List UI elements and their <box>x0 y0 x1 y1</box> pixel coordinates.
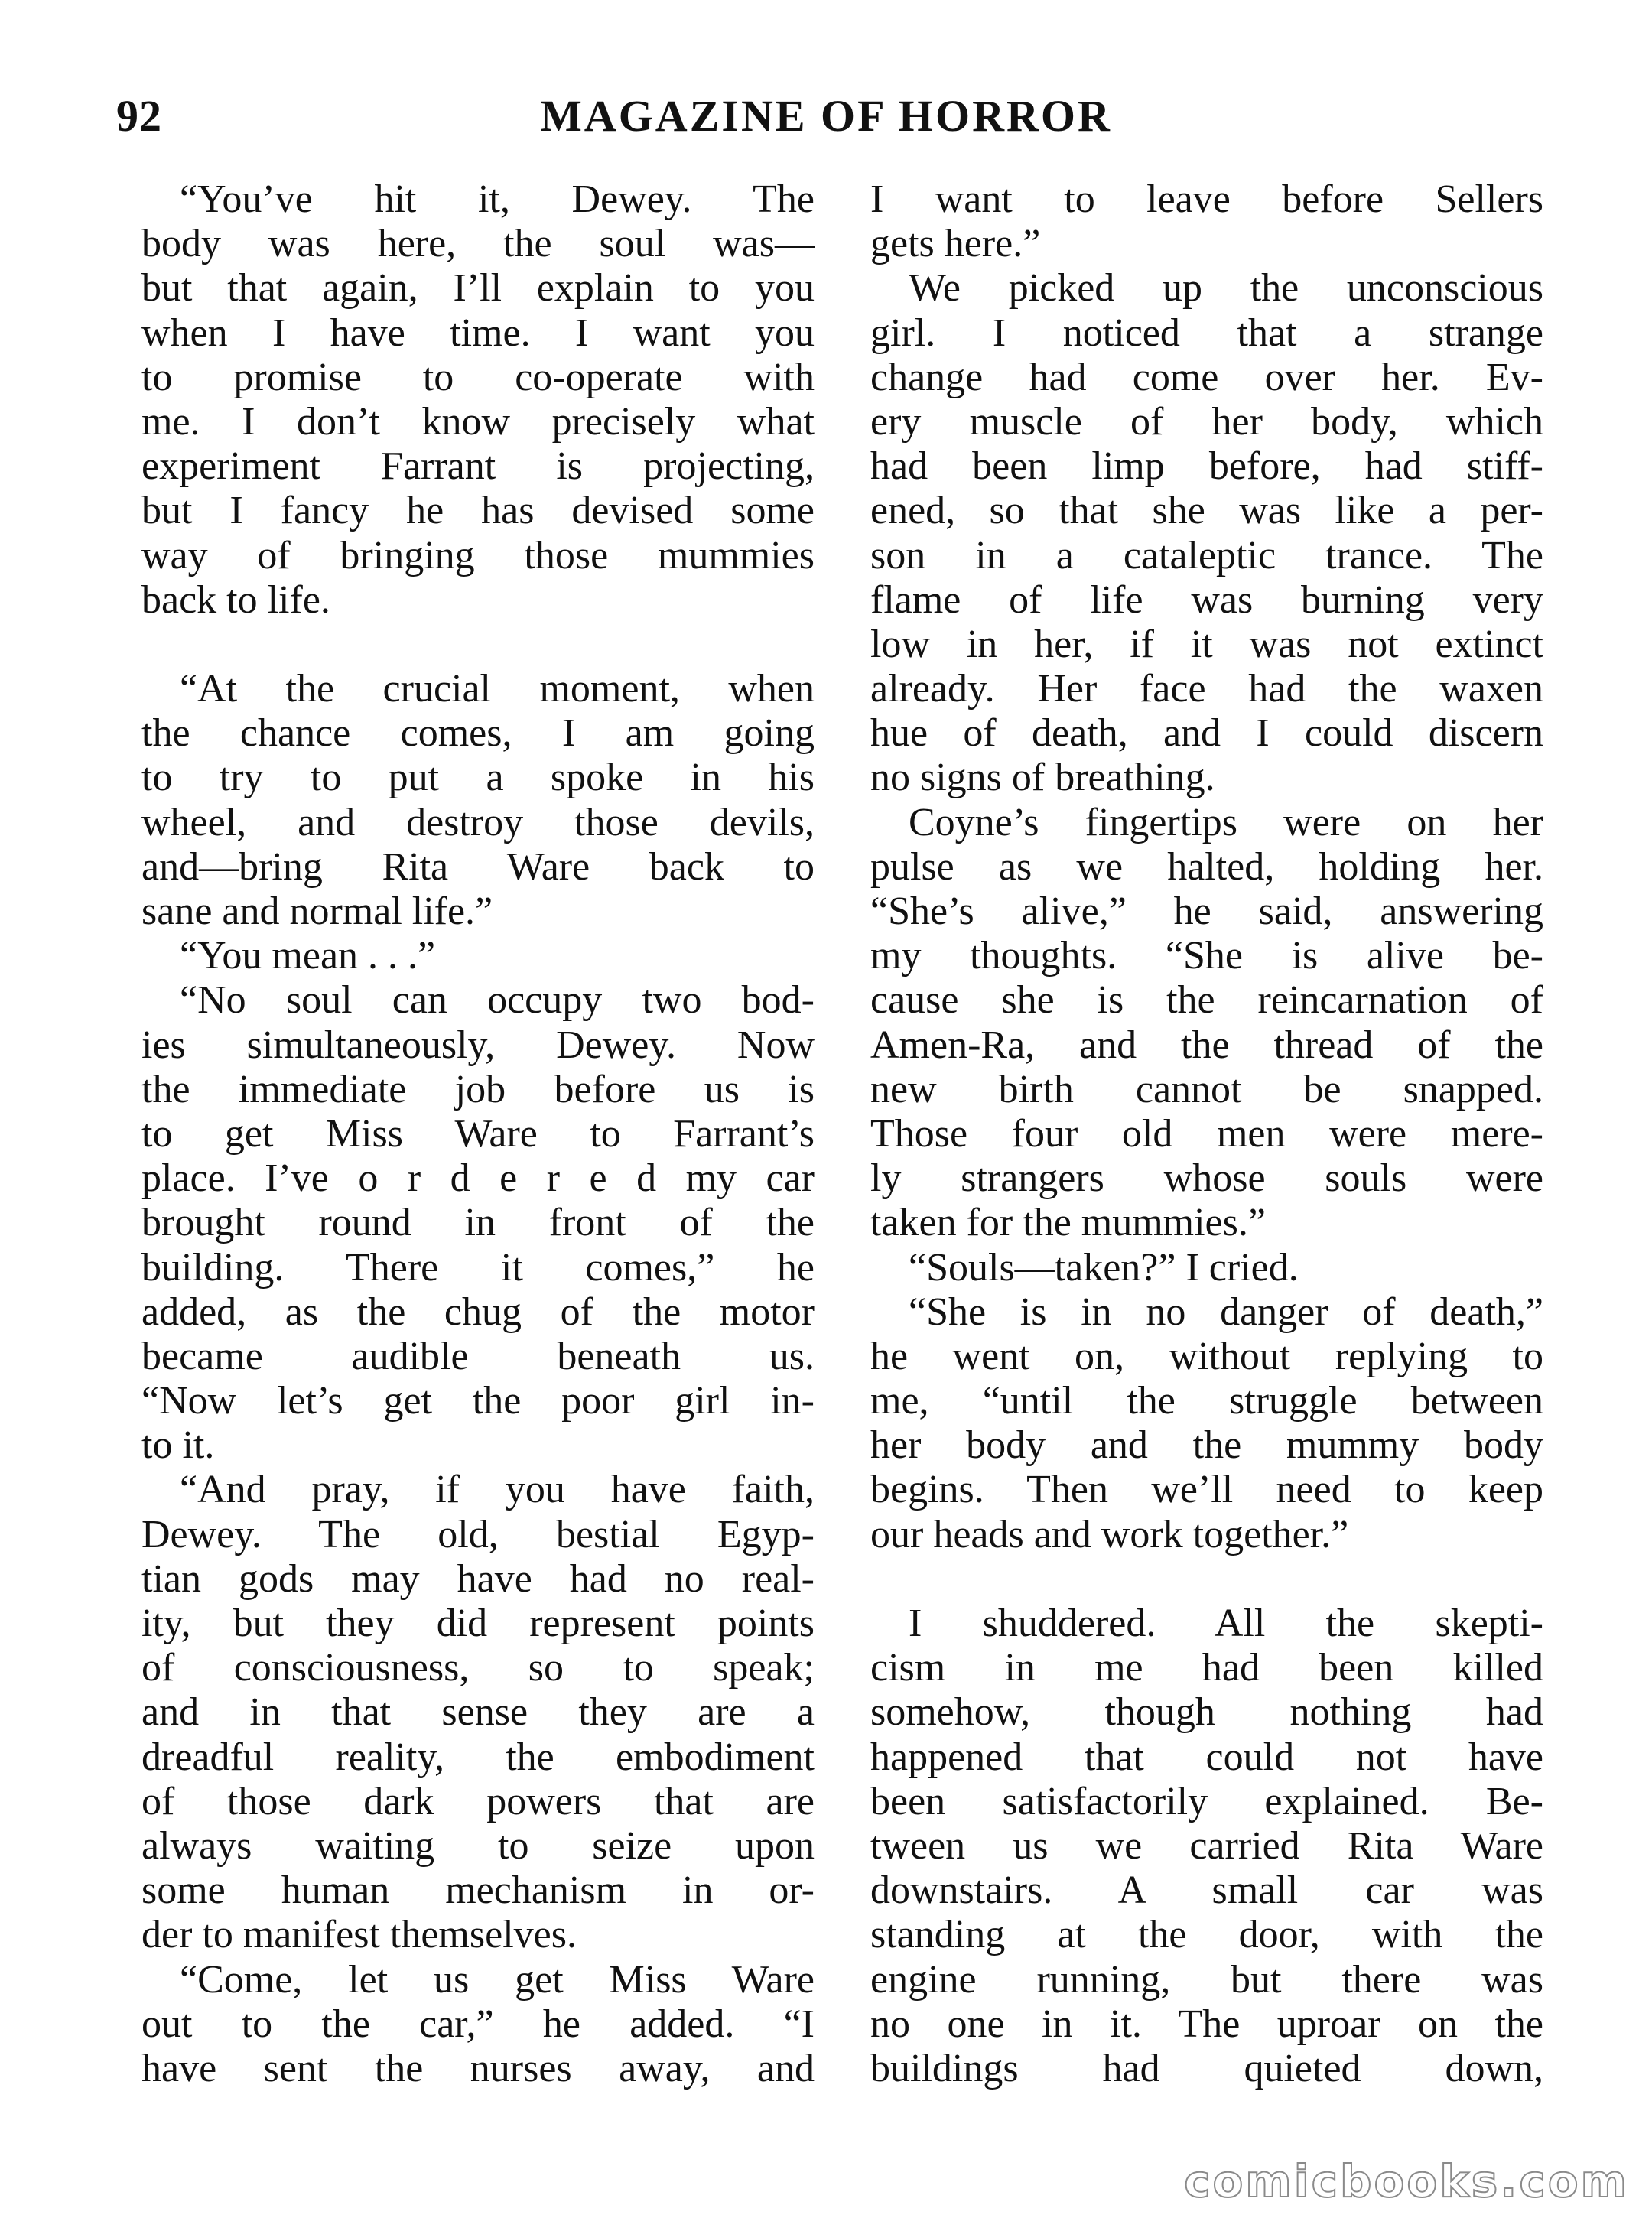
text-line: dreadful reality, the embodiment <box>141 1735 815 1779</box>
text-line: “Now let’s get the poor girl in- <box>141 1379 815 1423</box>
text-line: he went on, without replying to <box>870 1334 1543 1378</box>
text-line: We picked up the unconscious <box>909 266 1543 311</box>
text-line: already. Her face had the waxen <box>870 667 1543 711</box>
text-line: “You mean . . .” <box>180 934 436 978</box>
text-line: no signs of breathing. <box>870 756 1215 800</box>
text-line: “Come, let us get Miss Ware <box>180 1957 815 2002</box>
text-line: experiment Farrant is projecting, <box>141 444 815 489</box>
text-line: new birth cannot be snapped. <box>870 1067 1543 1111</box>
text-line: ity, but they did represent points <box>141 1602 815 1645</box>
text-line: her body and the mummy body <box>870 1423 1543 1468</box>
text-line: “You’ve hit it, Dewey. The <box>180 177 815 221</box>
watermark: comicbooks.com <box>1184 2155 1629 2207</box>
text-line: to try to put a spoke in his <box>141 756 815 800</box>
text-line: ies simultaneously, Dewey. Now <box>141 1023 815 1067</box>
text-line: the chance comes, I am going <box>141 711 815 756</box>
text-line: der to manifest themselves. <box>141 1913 577 1957</box>
text-line: and—bring Rita Ware back to <box>141 844 815 889</box>
text-line: “At the crucial moment, when <box>180 667 815 711</box>
text-line: begins. Then we’ll need to keep <box>870 1468 1543 1512</box>
text-line: me, “until the struggle between <box>870 1379 1543 1423</box>
text-line: gets here.” <box>870 222 1041 266</box>
text-line: girl. I noticed that a strange <box>870 311 1543 355</box>
text-line: Coyne’s fingertips were on her <box>909 800 1543 844</box>
text-line: have sent the nurses away, and <box>141 2046 815 2090</box>
paragraph-gap <box>870 1557 1543 1602</box>
text-line: flame of life was burning very <box>870 577 1543 622</box>
text-line: “And pray, if you have faith, <box>180 1468 815 1512</box>
right-column <box>870 177 1543 2091</box>
text-line: became audible beneath us. <box>141 1334 815 1378</box>
text-line: somehow, though nothing had <box>870 1690 1543 1735</box>
page-number: 92 <box>116 91 162 141</box>
text-line: change had come over her. Ev- <box>870 355 1543 399</box>
text-line: Dewey. The old, bestial Egyp- <box>141 1512 815 1556</box>
text-line: added, as the chug of the motor <box>141 1289 815 1334</box>
text-line: Those four old men were mere- <box>870 1111 1543 1156</box>
text-line: taken for the mummies.” <box>870 1201 1266 1245</box>
text-line: ery muscle of her body, which <box>870 399 1543 444</box>
text-line: to it. <box>141 1423 215 1468</box>
text-line: happened that could not have <box>870 1735 1543 1779</box>
text-line: me. I don’t know precisely what <box>141 399 815 444</box>
text-line: pulse as we halted, holding her. <box>870 844 1543 889</box>
text-line: ly strangers whose souls were <box>870 1156 1543 1201</box>
text-line: but that again, I’ll explain to you <box>141 266 815 311</box>
text-line: when I have time. I want you <box>141 311 815 355</box>
text-line: had been limp before, had stiff- <box>870 444 1543 489</box>
text-line: building. There it comes,” he <box>141 1245 815 1289</box>
text-line: but I fancy he has devised some <box>141 489 815 533</box>
text-line: I shuddered. All the skepti- <box>909 1602 1543 1645</box>
text-line: “No soul can occupy two bod- <box>180 978 815 1023</box>
text-line: I want to leave before Sellers <box>870 177 1543 221</box>
text-line: back to life. <box>141 577 330 622</box>
text-line: brought round in front of the <box>141 1201 815 1245</box>
text-line: no one in it. The uproar on the <box>870 2002 1543 2046</box>
text-line: of consciousness, so to speak; <box>141 1646 815 1690</box>
text-line: to promise to co-operate with <box>141 355 815 399</box>
text-line: to get Miss Ware to Farrant’s <box>141 1111 815 1156</box>
page-header <box>0 0 1652 176</box>
text-line: out to the car,” he added. “I <box>141 2002 815 2046</box>
text-line: always waiting to seize upon <box>141 1823 815 1868</box>
text-line: Amen-Ra, and the thread of the <box>870 1023 1543 1067</box>
left-column <box>141 177 815 2091</box>
text-line: ened, so that she was like a per- <box>870 489 1543 533</box>
text-line: of those dark powers that are <box>141 1779 815 1823</box>
text-line: “She’s alive,” he said, answering <box>870 889 1543 933</box>
text-line: tween us we carried Rita Ware <box>870 1823 1543 1868</box>
text-line: place. I’ve o r d e r e d my car <box>141 1156 815 1201</box>
text-line: some human mechanism in or- <box>141 1868 815 1913</box>
text-line: cism in me had been killed <box>870 1646 1543 1690</box>
text-line: sane and normal life.” <box>141 889 493 933</box>
text-line: “Souls—taken?” I cried. <box>909 1245 1299 1289</box>
text-line: standing at the door, with the <box>870 1913 1543 1957</box>
text-line: hue of death, and I could discern <box>870 711 1543 756</box>
text-line: body was here, the soul was— <box>141 222 815 266</box>
text-line: wheel, and destroy those devils, <box>141 800 815 844</box>
paragraph-gap <box>141 623 815 667</box>
running-head: MAGAZINE OF HORROR <box>540 91 1112 141</box>
text-line: “She is in no danger of death,” <box>909 1289 1543 1334</box>
text-line: cause she is the reincarnation of <box>870 978 1543 1023</box>
text-line: our heads and work together.” <box>870 1512 1349 1556</box>
text-line: the immediate job before us is <box>141 1067 815 1111</box>
text-line: low in her, if it was not extinct <box>870 622 1543 666</box>
text-line: son in a cataleptic trance. The <box>870 533 1543 577</box>
text-line: buildings had quieted down, <box>870 2046 1543 2090</box>
text-line: tian gods may have had no real- <box>141 1556 815 1601</box>
text-line: downstairs. A small car was <box>870 1868 1543 1913</box>
text-line: way of bringing those mummies <box>141 533 815 577</box>
text-line: my thoughts. “She is alive be- <box>870 934 1543 978</box>
text-line: been satisfactorily explained. Be- <box>870 1779 1543 1823</box>
text-line: and in that sense they are a <box>141 1690 815 1735</box>
text-line: engine running, but there was <box>870 1957 1543 2002</box>
